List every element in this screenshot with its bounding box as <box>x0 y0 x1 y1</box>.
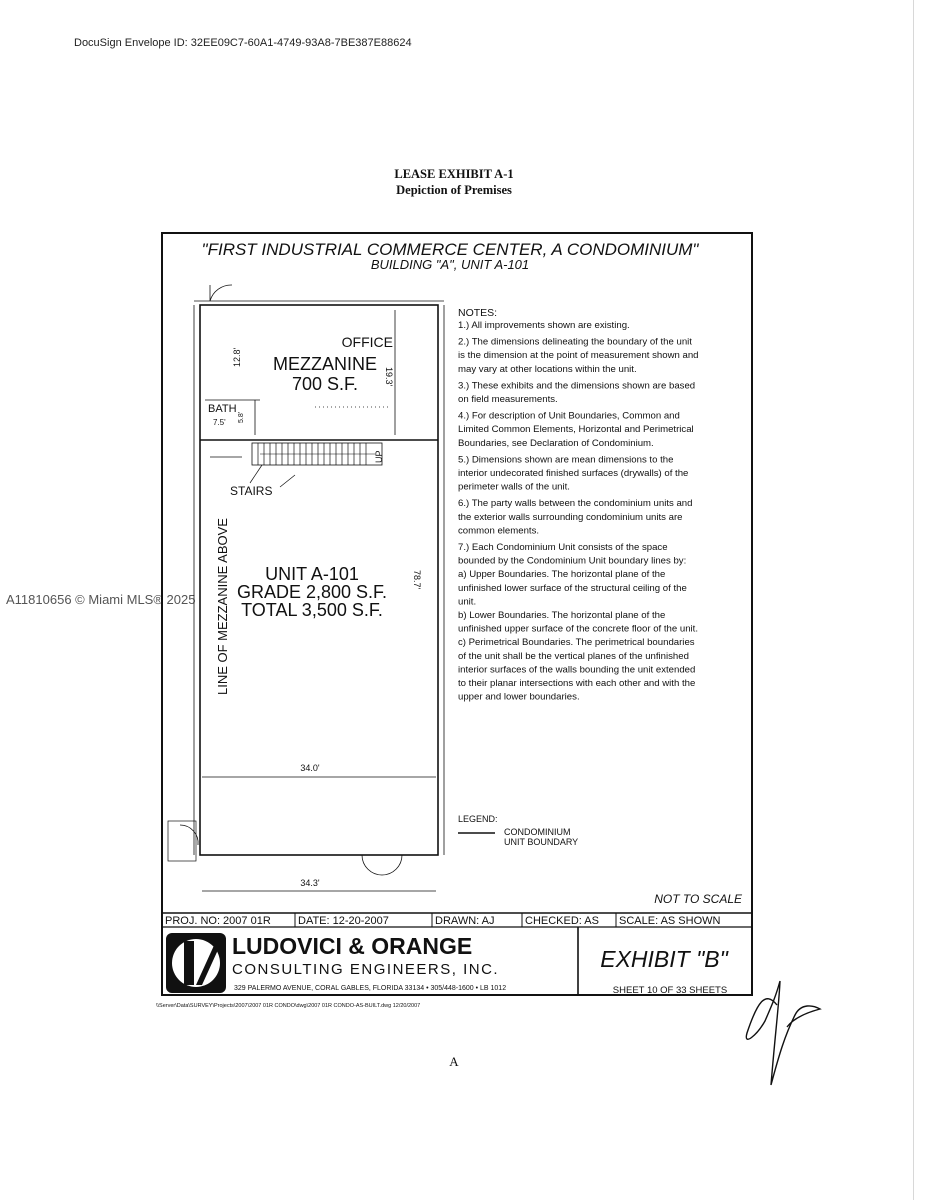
door-arc-top <box>210 285 232 301</box>
note-line: 6.) The party walls between the condominium units and <box>458 498 693 510</box>
note-line: to their planar intersections with each other and with the <box>458 678 696 689</box>
legend-line-1: CONDOMINIUM <box>504 827 571 837</box>
sheet-number: SHEET 10 OF 33 SHEETS <box>612 985 728 996</box>
dim-5-8: 5.8' <box>238 411 245 423</box>
dim-19-3: 19.3' <box>384 367 394 387</box>
note-line: 2.) The dimensions delineating the boundary of the unit <box>458 336 692 348</box>
exhibit-heading <box>0 166 908 198</box>
page-edge-line <box>913 0 914 1200</box>
heading-line-1: LEASE EXHIBIT A-1 <box>394 167 514 181</box>
exhibit-label: EXHIBIT "B" <box>600 946 728 972</box>
dim-34-0: 34.0' <box>300 763 320 773</box>
proj-no: PROJ. NO: 2007 01R <box>165 915 271 927</box>
docusign-envelope-id: DocuSign Envelope ID: 32EE09C7-60A1-4749-93A8-7BE387E88624 <box>74 37 412 49</box>
drawn-by: DRAWN: AJ <box>435 915 495 927</box>
note-line: is the dimension at the point of measurement shown and <box>458 350 699 362</box>
note-line: interior undecorated finished surfaces (drywalls) of the <box>458 468 689 479</box>
note-line: unit. <box>458 596 477 608</box>
plan-subtitle: BUILDING "A", UNIT A-101 <box>370 257 530 272</box>
stairs-drawing <box>252 443 382 465</box>
heading-line-2: Depiction of Premises <box>396 183 512 197</box>
note-line: Boundaries, see Declaration of Condominium. <box>458 437 654 449</box>
stairs-leader-1 <box>250 465 262 483</box>
door-arc-bottom-1 <box>362 855 382 875</box>
mezzanine-area: 700 S.F. <box>291 374 359 394</box>
notes-header: NOTES: <box>458 307 498 319</box>
checked-by: CHECKED: AS <box>525 915 599 927</box>
mezzanine-label: MEZZANINE <box>272 354 378 374</box>
dim-12-8: 12.8' <box>232 347 242 367</box>
note-line: on field measurements. <box>458 394 558 405</box>
dim-78-7: 78.7' <box>412 570 422 590</box>
scale: SCALE: AS SHOWN <box>619 915 721 927</box>
note-line: common elements. <box>458 525 540 537</box>
unit-name: UNIT A-101 <box>265 564 359 584</box>
unit-total: TOTAL 3,500 S.F. <box>241 600 383 620</box>
note-line: 7.) Each Condominium Unit consists of the space <box>458 542 668 553</box>
note-line: b) Lower Boundaries. The horizontal plane of the <box>458 610 666 621</box>
company-logo <box>166 933 226 993</box>
note-line: 1.) All improvements shown are existing. <box>458 320 630 331</box>
note-line: of the unit shall be the vertical planes of the unfinished <box>458 650 689 662</box>
note-line: c) Perimetrical Boundaries. The perimetrical boundaries <box>458 637 695 649</box>
unit-grade: GRADE 2,800 S.F. <box>236 582 388 602</box>
note-line: 4.) For description of Unit Boundaries, Common and <box>458 410 680 422</box>
note-line: 5.) Dimensions shown are mean dimensions to the <box>458 454 674 466</box>
note-line: upper and lower boundaries. <box>458 691 580 703</box>
office-label: OFFICE <box>341 334 393 350</box>
note-line: Limited Common Elements, Horizontal and Perimetrical <box>458 424 694 436</box>
signature-scribble <box>735 975 825 1090</box>
note-line: interior surfaces of the walls bounding the unit extended <box>458 664 696 676</box>
stairs-leader-2 <box>280 475 295 487</box>
drawing-date: DATE: 12-20-2007 <box>298 915 389 927</box>
plan-title: "FIRST INDUSTRIAL COMMERCE CENTER, A CONDOMINIUM" <box>201 240 699 259</box>
note-line: a) Upper Boundaries. The horizontal plane of the <box>458 569 666 581</box>
note-line: the exterior walls surrounding condominium units are <box>458 511 683 523</box>
door-frame-left <box>168 821 196 861</box>
note-line: 3.) These exhibits and the dimensions shown are based <box>458 380 696 392</box>
door-arc-bottom-2 <box>382 855 402 875</box>
dim-7-5: 7.5' <box>213 418 226 427</box>
floor-plan-svg <box>150 225 770 1015</box>
legend-header: LEGEND: <box>458 814 498 824</box>
not-to-scale: NOT TO SCALE <box>654 892 742 906</box>
note-line: unfinished lower surface of the structural ceiling of the <box>458 582 687 594</box>
stairs-label: STAIRS <box>230 484 273 498</box>
company-address: 329 PALERMO AVENUE, CORAL GABLES, FLORIDA 33134 • 305/448-1600 • LB 1012 <box>234 985 507 992</box>
page-letter: A <box>449 1054 459 1069</box>
notes-block <box>458 320 699 703</box>
dim-34-3: 34.3' <box>300 878 320 888</box>
legend-line-2: UNIT BOUNDARY <box>504 837 579 847</box>
floor-plan-drawing <box>150 225 770 1015</box>
note-line: bounded by the Condominium Unit boundary lines by: <box>458 555 687 567</box>
door-arc-left <box>180 825 198 845</box>
line-of-mezzanine-label: LINE OF MEZZANINE ABOVE <box>215 518 230 695</box>
company-name: LUDOVICI & ORANGE <box>232 933 473 959</box>
company-subtitle: CONSULTING ENGINEERS, INC. <box>232 961 500 978</box>
note-line: perimeter walls of the unit. <box>458 481 570 493</box>
note-line: may vary at other locations within the unit. <box>458 363 637 375</box>
file-path: \\Server\Data\SURVEY\Projects\2007\2007 01R CONDO\dwg\2007 01R CONDO-AS-BUILT.dwg 12/20/2007 <box>156 1003 421 1009</box>
stairs-up-label: UP <box>374 450 384 463</box>
bath-label: BATH <box>208 403 237 415</box>
mls-watermark: A11810656 © Miami MLS® 2025 <box>6 592 196 607</box>
note-line: unfinished upper surface of the concrete floor of the unit. <box>458 623 698 635</box>
